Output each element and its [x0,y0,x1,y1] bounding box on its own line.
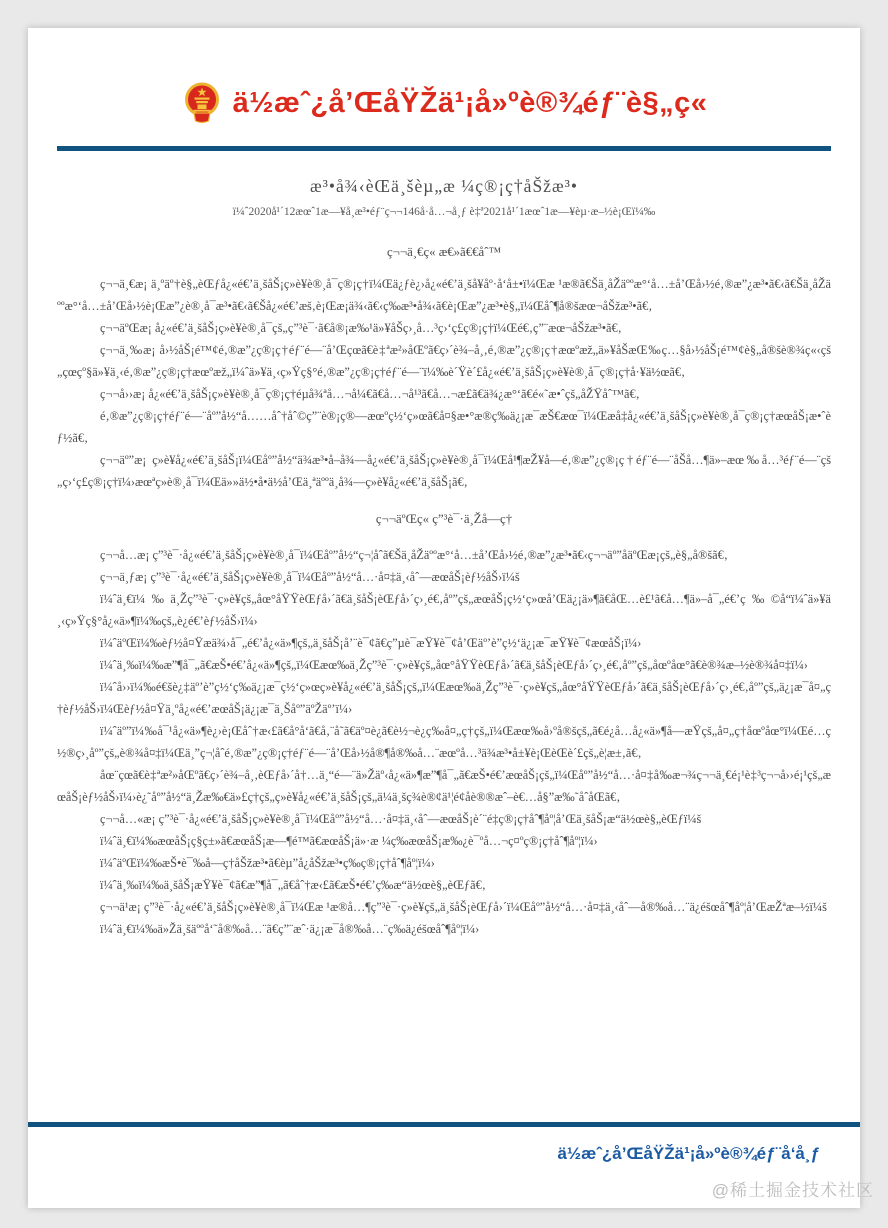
article-paragraph: ï¼ˆäºŒï¼‰èƒ½å¤Ÿæä¾›å¯„é€’å¿«ä»¶çš„ä¸šåŠ¡å’¨è¯¢ã€ç”µè¯æŸ¥è¯¢å’Œäº’è”ç½‘ä¿¡æ¯æŸ¥è¯¢æœåŠ¡ï¼› [100,636,642,650]
footer-divider [28,1122,860,1127]
article-paragraph: ç¬¬äº”æ¡ ç»è¥å¿«é€’ä¸šåŠ¡ï¼Œåº”å½“ä¾æ³•å–å¾—å¿«é€’ä¸šåŠ¡ç»è¥è®¸å¯ï¼Œå¹¶æŽ¥å—é‚®æ”¿ç®¡ç†éƒ¨é—¨åŠå…¶ä»–æœ‰å…³éƒ¨é—¨çš„ç›‘ç£ç®¡ç†ï¼›æœªç»è®¸å¯ï¼Œä»»ä½•å•ä½å’Œä¸ªäººä¸å¾—ç»è¥å¿«é€’ä¸šåŠ¡ã€‚ [57,453,831,489]
article-paragraph: ï¼ˆäºŒï¼‰æŠ•è¯‰å—ç†åŠžæ³•ã€èµ”å¿åŠžæ³•ç‰ç®¡ç†åˆ¶åº¦ï¼› [100,856,435,870]
chapter-1-heading: ç¬¬ä¸€ç« æ€»ã€€åˆ™ [386,245,502,259]
article-paragraph: ç¬¬ä¸€æ¡ ä¸ºäº†è§„èŒƒå¿«é€’ä¸šåŠ¡ç»è¥è®¸å¯ç®¡ç†ï¼Œä¿ƒè¿›å¿«é€’ä¸šå¥åº·å‘å±•ï¼Œæ ¹æ®ã€Šä¸åŽäººæ°‘å…±å’Œå›½é‚®æ”¿æ³•ã€‹ã€Šä¸åŽäººæ°‘å…±å’Œå›½è¡Œæ”¿è®¸å¯æ³•ã€‹ã€Šå¿«é€’æš‚è¡Œæ¡ä¾‹ã€‹ç‰æ³•å¾‹ã€è¡Œæ”¿æ³•è§„ï¼Œåˆ¶å®šæœ¬åŠžæ³•ã€‚ [57,277,831,313]
document-title: æ³•å¾‹èŒä¸šèµ„æ ¼ç®¡ç†åŠžæ³• [309,176,578,196]
chapter-1-body [57,273,831,493]
article-paragraph: ç¬¬å…æ¡ ç”³è¯·å¿«é€’ä¸šåŠ¡ç»è¥è®¸å¯ï¼Œåº”å½“ç¬¦åˆã€Šä¸åŽäººæ°‘å…±å’Œå›½é‚®æ”¿æ³•ã€‹ç¬¬äº”åäºŒæ¡çš„è§„å®šã€‚ [100,548,728,562]
article-paragraph: åœ¨çœã€è‡ªæ²»åŒºã€ç›´è¾–å¸‚èŒƒå›´å†…ä¸“é—¨ä»Žäº‹å¿«ä»¶æ”¶å¯„ã€æŠ•é€’æœåŠ¡çš„ï¼Œåº”å½“å…·å¤‡å‰æ¬¾ç¬¬ä¸€é¡¹è‡³ç¬¬å››é¡¹çš„æœåŠ¡èƒ½åŠ›ï¼›è¿˜åº”å½“ä¸Žæ‰€ä»£ç†çš„ç»è¥å¿«é€’ä¸šåŠ¡çš„ä¼ä¸šç¾è®¢ä¹¦é¢åè®®æˆ–è€…å§”æ‰˜åˆåŒã€‚ [57,768,831,804]
article-paragraph: ç¬¬ä¸‰æ¡ å›½åŠ¡é™¢é‚®æ”¿ç®¡ç†éƒ¨é—¨å’Œçœã€è‡ªæ²»åŒºã€ç›´è¾–å¸‚é‚®æ”¿ç®¡ç†æœºæž„ä»¥åŠæŒ‰ç…§å›½åŠ¡é™¢è§„å®šè®¾ç«‹çš„çœçº§ä»¥ä¸‹é‚®æ”¿ç®¡ç†æœºæž„ï¼ˆä»¥ä¸‹ç»Ÿç§°é‚®æ”¿ç®¡ç†éƒ¨é—¨ï¼‰è´Ÿè´£å¿«é€’ä¸šåŠ¡ç»è¥è®¸å¯ç®¡ç†å·¥ä½œã€‚ [57,343,831,379]
article-paragraph: ï¼ˆä¸€ï¼‰ä¸Žç”³è¯·ç»è¥çš„åœ°åŸŸèŒƒå›´ã€ä¸šåŠ¡èŒƒå›´ç›¸é€‚åº”çš„æœåŠ¡ç½‘ç»œå’Œä¿¡ä»¶ã€åŒ…è£¹ã€å…¶ä»–å¯„é€’ç‰©å“ï¼ˆä»¥ä¸‹ç»Ÿç§°å¿«ä»¶ï¼‰çš„è¿é€’èƒ½åŠ›ï¼› [57,592,831,628]
article-paragraph: ï¼ˆä¸‰ï¼‰ä¸šåŠ¡æŸ¥è¯¢ã€æ”¶å¯„ã€åˆ†æ‹£ã€æŠ•é€’ç‰æ“ä½œè§„èŒƒã€‚ [100,878,486,892]
article-paragraph: ç¬¬å…«æ¡ ç”³è¯·å¿«é€’ä¸šåŠ¡ç»è¥è®¸å¯ï¼Œåº”å½“å…·å¤‡ä¸‹åˆ—æœåŠ¡è´¨é‡ç®¡ç†åˆ¶åº¦å’Œä¸šåŠ¡æ“ä½œè§„èŒƒï¼š [100,812,702,826]
watermark: @稀土掘金技术社区 [711,1181,874,1200]
article-paragraph: ç¬¬ä¹æ¡ ç”³è¯·å¿«é€’ä¸šåŠ¡ç»è¥è®¸å¯ï¼Œæ ¹æ®å…¶ç”³è¯·ç»è¥çš„ä¸šåŠ¡èŒƒå›´ï¼Œåº”å½“å…·å¤‡ä¸‹åˆ—å®‰å…¨ä¿éšœåˆ¶åº¦å’ŒæŽªæ–½ï¼š [100,900,827,914]
chapter-2-body [57,544,831,940]
publisher-label: ä½æˆ¿å’ŒåŸŽä¹¡å»ºè®¾éƒ¨å‘å¸ƒ [557,1144,820,1163]
china-national-emblem-icon [181,80,223,126]
article-paragraph: ï¼ˆä¸‰ï¼‰æ”¶å¯„ã€æŠ•é€’å¿«ä»¶çš„ï¼Œæœ‰ä¸Žç”³è¯·ç»è¥çš„åœ°åŸŸèŒƒå›´ã€ä¸šåŠ¡èŒƒå›´ç›¸é€‚åº”çš„åœºåœ°ã€è®¾æ–½è®¾å¤‡ï¼› [100,658,808,672]
header-divider [57,146,831,151]
article-paragraph: ç¬¬å››æ¡ å¿«é€’ä¸šåŠ¡ç»è¥è®¸å¯ç®¡ç†éµå¾ªå…¬å¼€ã€å…¬å¹³ã€å…¬æ£ã€ä¾¿æ°‘ã€é«˜æ•ˆçš„åŽŸåˆ™ã€‚ [100,387,640,401]
document-content [57,158,831,1120]
article-paragraph: ï¼ˆä¸€ï¼‰ä»Žä¸šäººå‘˜å®‰å…¨ã€ç”¨æˆ·ä¿¡æ¯å®‰å…¨ç‰ä¿éšœåˆ¶åº¦ï¼› [100,922,480,936]
article-paragraph: ç¬¬ä¸ƒæ¡ ç”³è¯·å¿«é€’ä¸šåŠ¡ç»è¥è®¸å¯ï¼Œåº”å½“å…·å¤‡ä¸‹åˆ—æœåŠ¡èƒ½åŠ›ï¼š [100,570,520,584]
article-paragraph: ï¼ˆäº”ï¼‰å¯¹å¿«ä»¶è¿›è¡Œåˆ†æ‹£ã€å°å‘ã€å‚¨å˜ã€äº¤è¿ã€è½¬è¿ç‰å¤„ç†çš„ï¼Œæœ‰å›ºå®šçš„ã€é¿å…å¿«ä»¶å—æŸçš„å¤„ç†åœºåœ°ï¼Œé…ç½®ç›¸åº”çš„è®¾å¤‡ï¼Œä¸”ç¬¦åˆé‚®æ”¿ç®¡ç†éƒ¨é—¨å’Œå›½å®¶å®‰å…¨æœºå…³ä¾æ³•å±¥è¡ŒèŒè´£çš„è¦æ±‚ã€‚ [57,724,831,760]
chapter-2-heading: ç¬¬äºŒç« ç”³è¯·ä¸Žå—ç† [375,512,513,526]
article-paragraph: é‚®æ”¿ç®¡ç†éƒ¨é—¨åº”å½“å……åˆ†åˆ©ç”¨è®¡ç®—æœºç½‘ç»œã€å¤§æ•°æ®ç‰ä¿¡æ¯æŠ€æœ¯ï¼Œæå‡å¿«é€’ä¸šåŠ¡ç»è¥è®¸å¯ç®¡ç†æœåŠ¡æ•ˆèƒ½ã€‚ [57,409,831,445]
agency-title: ä½æˆ¿å’ŒåŸŽä¹¡å»ºè®¾éƒ¨è§„ç« [232,86,708,119]
document-page [28,28,860,1208]
article-paragraph: ç¬¬äºŒæ¡ å¿«é€’ä¸šåŠ¡ç»è¥è®¸å¯çš„ç”³è¯·ã€å®¡æ‰¹ä»¥åŠç›¸å…³ç›‘ç£ç®¡ç†ï¼Œé€‚ç”¨æœ¬åŠžæ³•ã€‚ [100,321,622,335]
document-subtitle: ï¼ˆ2020å¹´12æœˆ1æ—¥å¸æ³•éƒ¨ç¬¬146å·å…¬å¸ƒ è‡ª2021å¹´1æœˆ1æ—¥èµ·æ–½è¡Œï¼‰ [232,206,656,218]
government-header [28,80,860,126]
article-paragraph: ï¼ˆä¸€ï¼‰æœåŠ¡ç§ç±»ã€æœåŠ¡æ—¶é™ã€æœåŠ¡ä»·æ ¼ç‰æœåŠ¡æ‰¿è¯ºå…¬ç¤ºç®¡ç†åˆ¶åº¦ï¼› [100,834,598,848]
article-paragraph: ï¼ˆå››ï¼‰é€šè¿‡äº’è”ç½‘ç‰ä¿¡æ¯ç½‘ç»œç»è¥å¿«é€’ä¸šåŠ¡çš„ï¼Œæœ‰ä¸Žç”³è¯·ç»è¥çš„åœ°åŸŸèŒƒå›´ã€ä¸šåŠ¡èŒƒå›´ç›¸é€‚åº”çš„ä¿¡æ¯å¤„ç†èƒ½åŠ›ï¼Œèƒ½å¤Ÿä¸ºå¿«é€’æœåŠ¡ä¿¡æ¯ä¸Šåº”äºŽäº’ï¼› [57,680,831,716]
